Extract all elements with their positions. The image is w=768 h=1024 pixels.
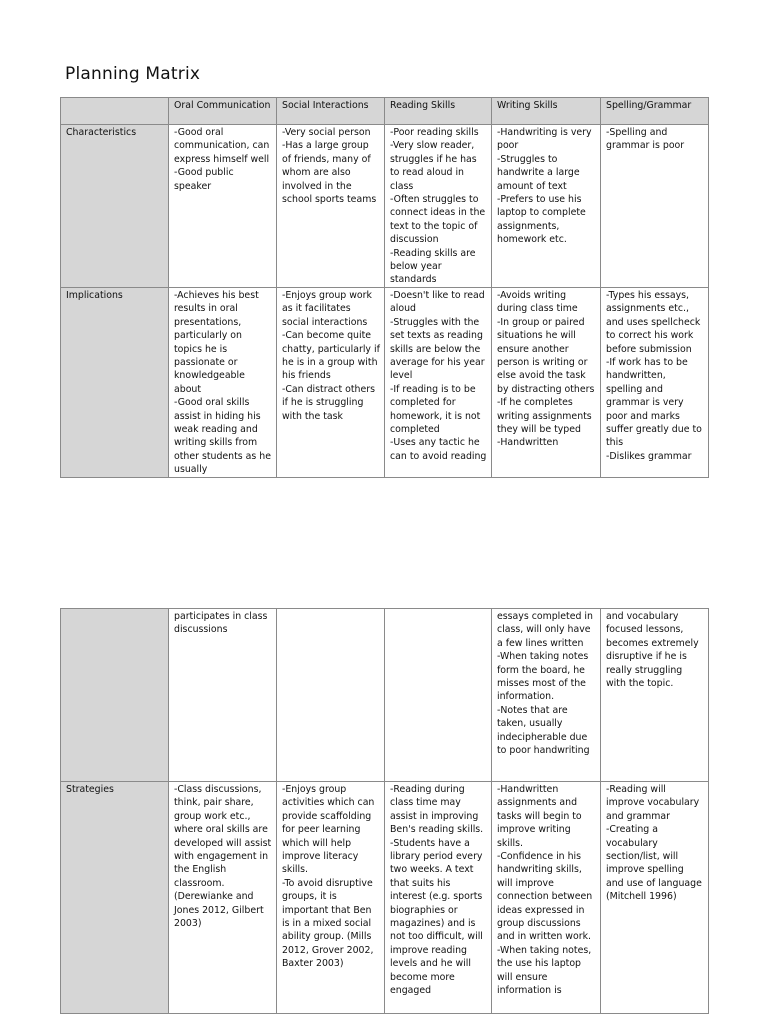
header-corner-cell xyxy=(61,98,169,125)
table-cell: participates in class discussions xyxy=(169,609,277,782)
table-cell: -Enjoys group activities which can provide scaffolding for peer learning which will help improve literacy skills. -To avoid disruptive groups, it is important that Ben is in a mixed social ability group. (Mills 2012, Grover 2002, Baxter 2003) xyxy=(277,782,385,1014)
table-cell xyxy=(277,609,385,782)
planning-matrix-table xyxy=(60,97,709,478)
page-title: Planning Matrix xyxy=(65,64,201,84)
row-label-implications: Implications xyxy=(61,287,169,477)
header-spelling-grammar: Spelling/Grammar xyxy=(601,98,709,125)
table-row-implications-continued xyxy=(61,609,709,782)
header-reading-skills: Reading Skills xyxy=(385,98,492,125)
header-writing-skills: Writing Skills xyxy=(492,98,601,125)
table-header-row xyxy=(61,98,709,125)
table-cell: -Reading during class time may assist in improving Ben's reading skills. -Students have a library period every two weeks. A text that suits his interest (e.g. sports biographies or magazines) and is not too difficult, will improve reading levels and he will become more engaged xyxy=(385,782,492,1014)
row-label-characteristics: Characteristics xyxy=(61,125,169,288)
table-cell: -Reading will improve vocabulary and grammar -Creating a vocabulary section/list, will improve spelling and use of language (Mitchell 1996) xyxy=(601,782,709,1014)
table-cell: -Handwriting is very poor -Struggles to handwrite a large amount of text -Prefers to use his laptop to complete assignments, homework etc. xyxy=(492,125,601,288)
table-cell: -Types his essays, assignments etc., and uses spellcheck to correct his work before submission -If work has to be handwritten, spelling and grammar is very poor and marks suffer greatly due to this -Dislikes grammar xyxy=(601,287,709,477)
table-cell: -Enjoys group work as it facilitates social interactions -Can become quite chatty, particularly if he is in a group with his friends -Can distract others if he is struggling with the task xyxy=(277,287,385,477)
table-row-implications xyxy=(61,287,709,477)
header-social-interactions: Social Interactions xyxy=(277,98,385,125)
row-label-strategies: Strategies xyxy=(61,782,169,1014)
table-cell: -Doesn't like to read aloud -Struggles with the set texts as reading skills are below the average for his year level -If reading is to be completed for homework, it is not completed -Uses any tactic he can to avoid reading xyxy=(385,287,492,477)
table-row-characteristics xyxy=(61,125,709,288)
table-cell: essays completed in class, will only have a few lines written -When taking notes form the board, he misses most of the information. -Notes that are taken, usually indecipherable due to poor handwriting xyxy=(492,609,601,782)
table-row-strategies xyxy=(61,782,709,1014)
table-cell: and vocabulary focused lessons, becomes extremely disruptive if he is really struggling with the topic. xyxy=(601,609,709,782)
table-cell: -Class discussions, think, pair share, group work etc., where oral skills are developed will assist with engagement in the English classroom. (Derewianke and Jones 2012, Gilbert 2003) xyxy=(169,782,277,1014)
table-cell xyxy=(385,609,492,782)
table-cell: -Handwritten assignments and tasks will begin to improve writing skills. -Confidence in his handwriting skills, will improve connection between ideas expressed in group discussions and in written work. -When taking notes, the use his laptop will ensure information is xyxy=(492,782,601,1014)
row-label-empty xyxy=(61,609,169,782)
table-cell: -Poor reading skills -Very slow reader, struggles if he has to read aloud in class -Often struggles to connect ideas in the text to the topic of discussion -Reading skills are below year standards xyxy=(385,125,492,288)
table-cell: -Good oral communication, can express himself well -Good public speaker xyxy=(169,125,277,288)
table-cell: -Achieves his best results in oral presentations, particularly on topics he is passionate or knowledgeable about -Good oral skills assist in hiding his weak reading and writing skills from other students as he usually xyxy=(169,287,277,477)
planning-matrix-table-continued xyxy=(60,608,709,1014)
table-cell: -Spelling and grammar is poor xyxy=(601,125,709,288)
table-cell: -Very social person -Has a large group of friends, many of whom are also involved in the school sports teams xyxy=(277,125,385,288)
table-cell: -Avoids writing during class time -In group or paired situations he will ensure another person is writing or else avoid the task by distracting others -If he completes writing assignments they will be typed -Handwritten xyxy=(492,287,601,477)
header-oral-communication: Oral Communication xyxy=(169,98,277,125)
